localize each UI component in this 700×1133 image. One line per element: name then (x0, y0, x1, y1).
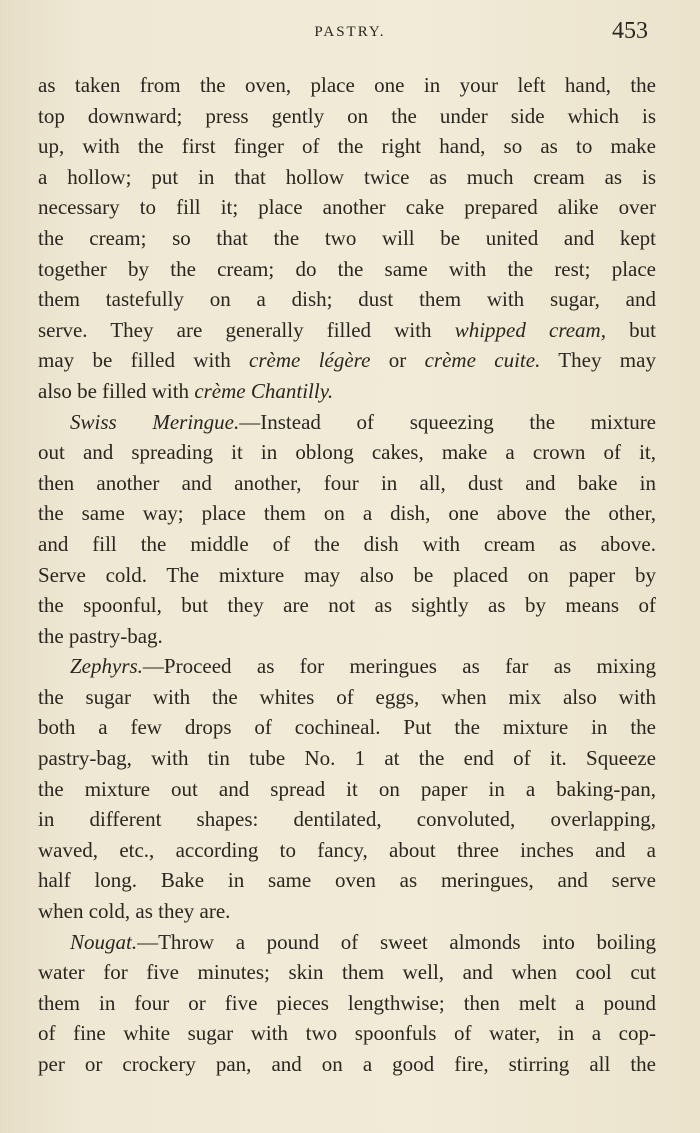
text-run: —Instead of squeezing the mixture (239, 409, 657, 434)
text-run: —Throw a pound of sweet almonds into boiling (137, 929, 656, 954)
page-number: 453 (612, 18, 648, 44)
text-line: the same way; place them on a dish, one above the other, (38, 501, 656, 526)
text-line: the cream; so that the two will be united and kept (38, 225, 656, 250)
text-line (38, 315, 656, 346)
text-run: may be filled with (38, 348, 250, 373)
recipe-heading: Swiss Meringue. (70, 409, 240, 434)
text-line: of fine white sugar with two spoonfuls of water, in a cop- (38, 1021, 656, 1046)
text-line: the spoonful, but they are not as sightly as by means of (38, 593, 656, 618)
italic-term: crème Chantilly. (194, 378, 334, 403)
text-line: a hollow; put in that hollow twice as much cream as is (38, 164, 656, 189)
text-line: pastry-bag, with tin tube No. 1 at the end of it. Squeeze (38, 746, 656, 771)
text-run: also be filled with (38, 378, 195, 403)
text-line: when cold, as they are. (38, 899, 231, 924)
text-line: then another and another, four in all, dust and bake in (38, 470, 656, 495)
text-line (38, 376, 656, 407)
body-text (38, 70, 656, 1080)
text-line: them tastefully on a dish; dust them with sugar, and (38, 287, 656, 312)
italic-term: whipped cream, (454, 317, 606, 342)
text-line: up, with the first finger of the right hand, so as to make (38, 134, 656, 159)
recipe-heading: Nougat. (70, 929, 138, 954)
text-line: waved, etc., according to fancy, about three inches and a (38, 837, 656, 862)
text-line: top downward; press gently on the under side which is (38, 103, 656, 128)
text-line (38, 927, 656, 958)
text-line: Serve cold. The mixture may also be placed on paper by (38, 562, 656, 587)
text-line: half long. Bake in same oven as meringues, and serve (38, 868, 656, 893)
italic-term: crème légère (249, 348, 371, 373)
text-line: the sugar with the whites of eggs, when mix also with (38, 684, 656, 709)
text-line: together by the cream; do the same with the rest; place (38, 256, 656, 281)
text-line: necessary to fill it; place another cake prepared alike over (38, 195, 656, 220)
running-title: PASTRY. (314, 24, 386, 40)
italic-term: crème cuite. (424, 348, 541, 373)
text-line: the mixture out and spread it on paper in a baking-pan, (38, 776, 656, 801)
text-line: the pastry-bag. (38, 623, 163, 648)
paragraph-swiss-meringue (38, 407, 656, 652)
text-line: out and spreading it in oblong cakes, make a crown of it, (38, 440, 656, 465)
text-line: water for five minutes; skin them well, and when cool cut (38, 960, 656, 985)
text-run: serve. They are generally filled with (38, 317, 455, 342)
recipe-heading: Zephyrs. (70, 654, 143, 679)
text-line (38, 407, 656, 438)
text-line: both a few drops of cochineal. Put the mixture in the (38, 715, 656, 740)
text-line: per or crockery pan, and on a good fire, stirring all the (38, 1052, 656, 1076)
text-run: —Proceed as for meringues as far as mixing (142, 654, 656, 679)
paragraph-nougat (38, 927, 656, 1080)
text-line: as taken from the oven, place one in your left hand, the (38, 73, 656, 97)
text-line (38, 651, 656, 682)
paragraph-continuation (38, 70, 656, 407)
text-line (38, 345, 656, 376)
text-run: but (605, 317, 656, 342)
text-run: or (370, 348, 425, 373)
running-head (0, 18, 700, 48)
text-line: in different shapes: dentilated, convoluted, overlapping, (38, 807, 656, 832)
paragraph-zephyrs (38, 651, 656, 926)
text-line: them in four or five pieces lengthwise; then melt a pound (38, 990, 656, 1015)
text-line: and fill the middle of the dish with cream as above. (38, 531, 656, 556)
text-run: They may (540, 348, 656, 373)
